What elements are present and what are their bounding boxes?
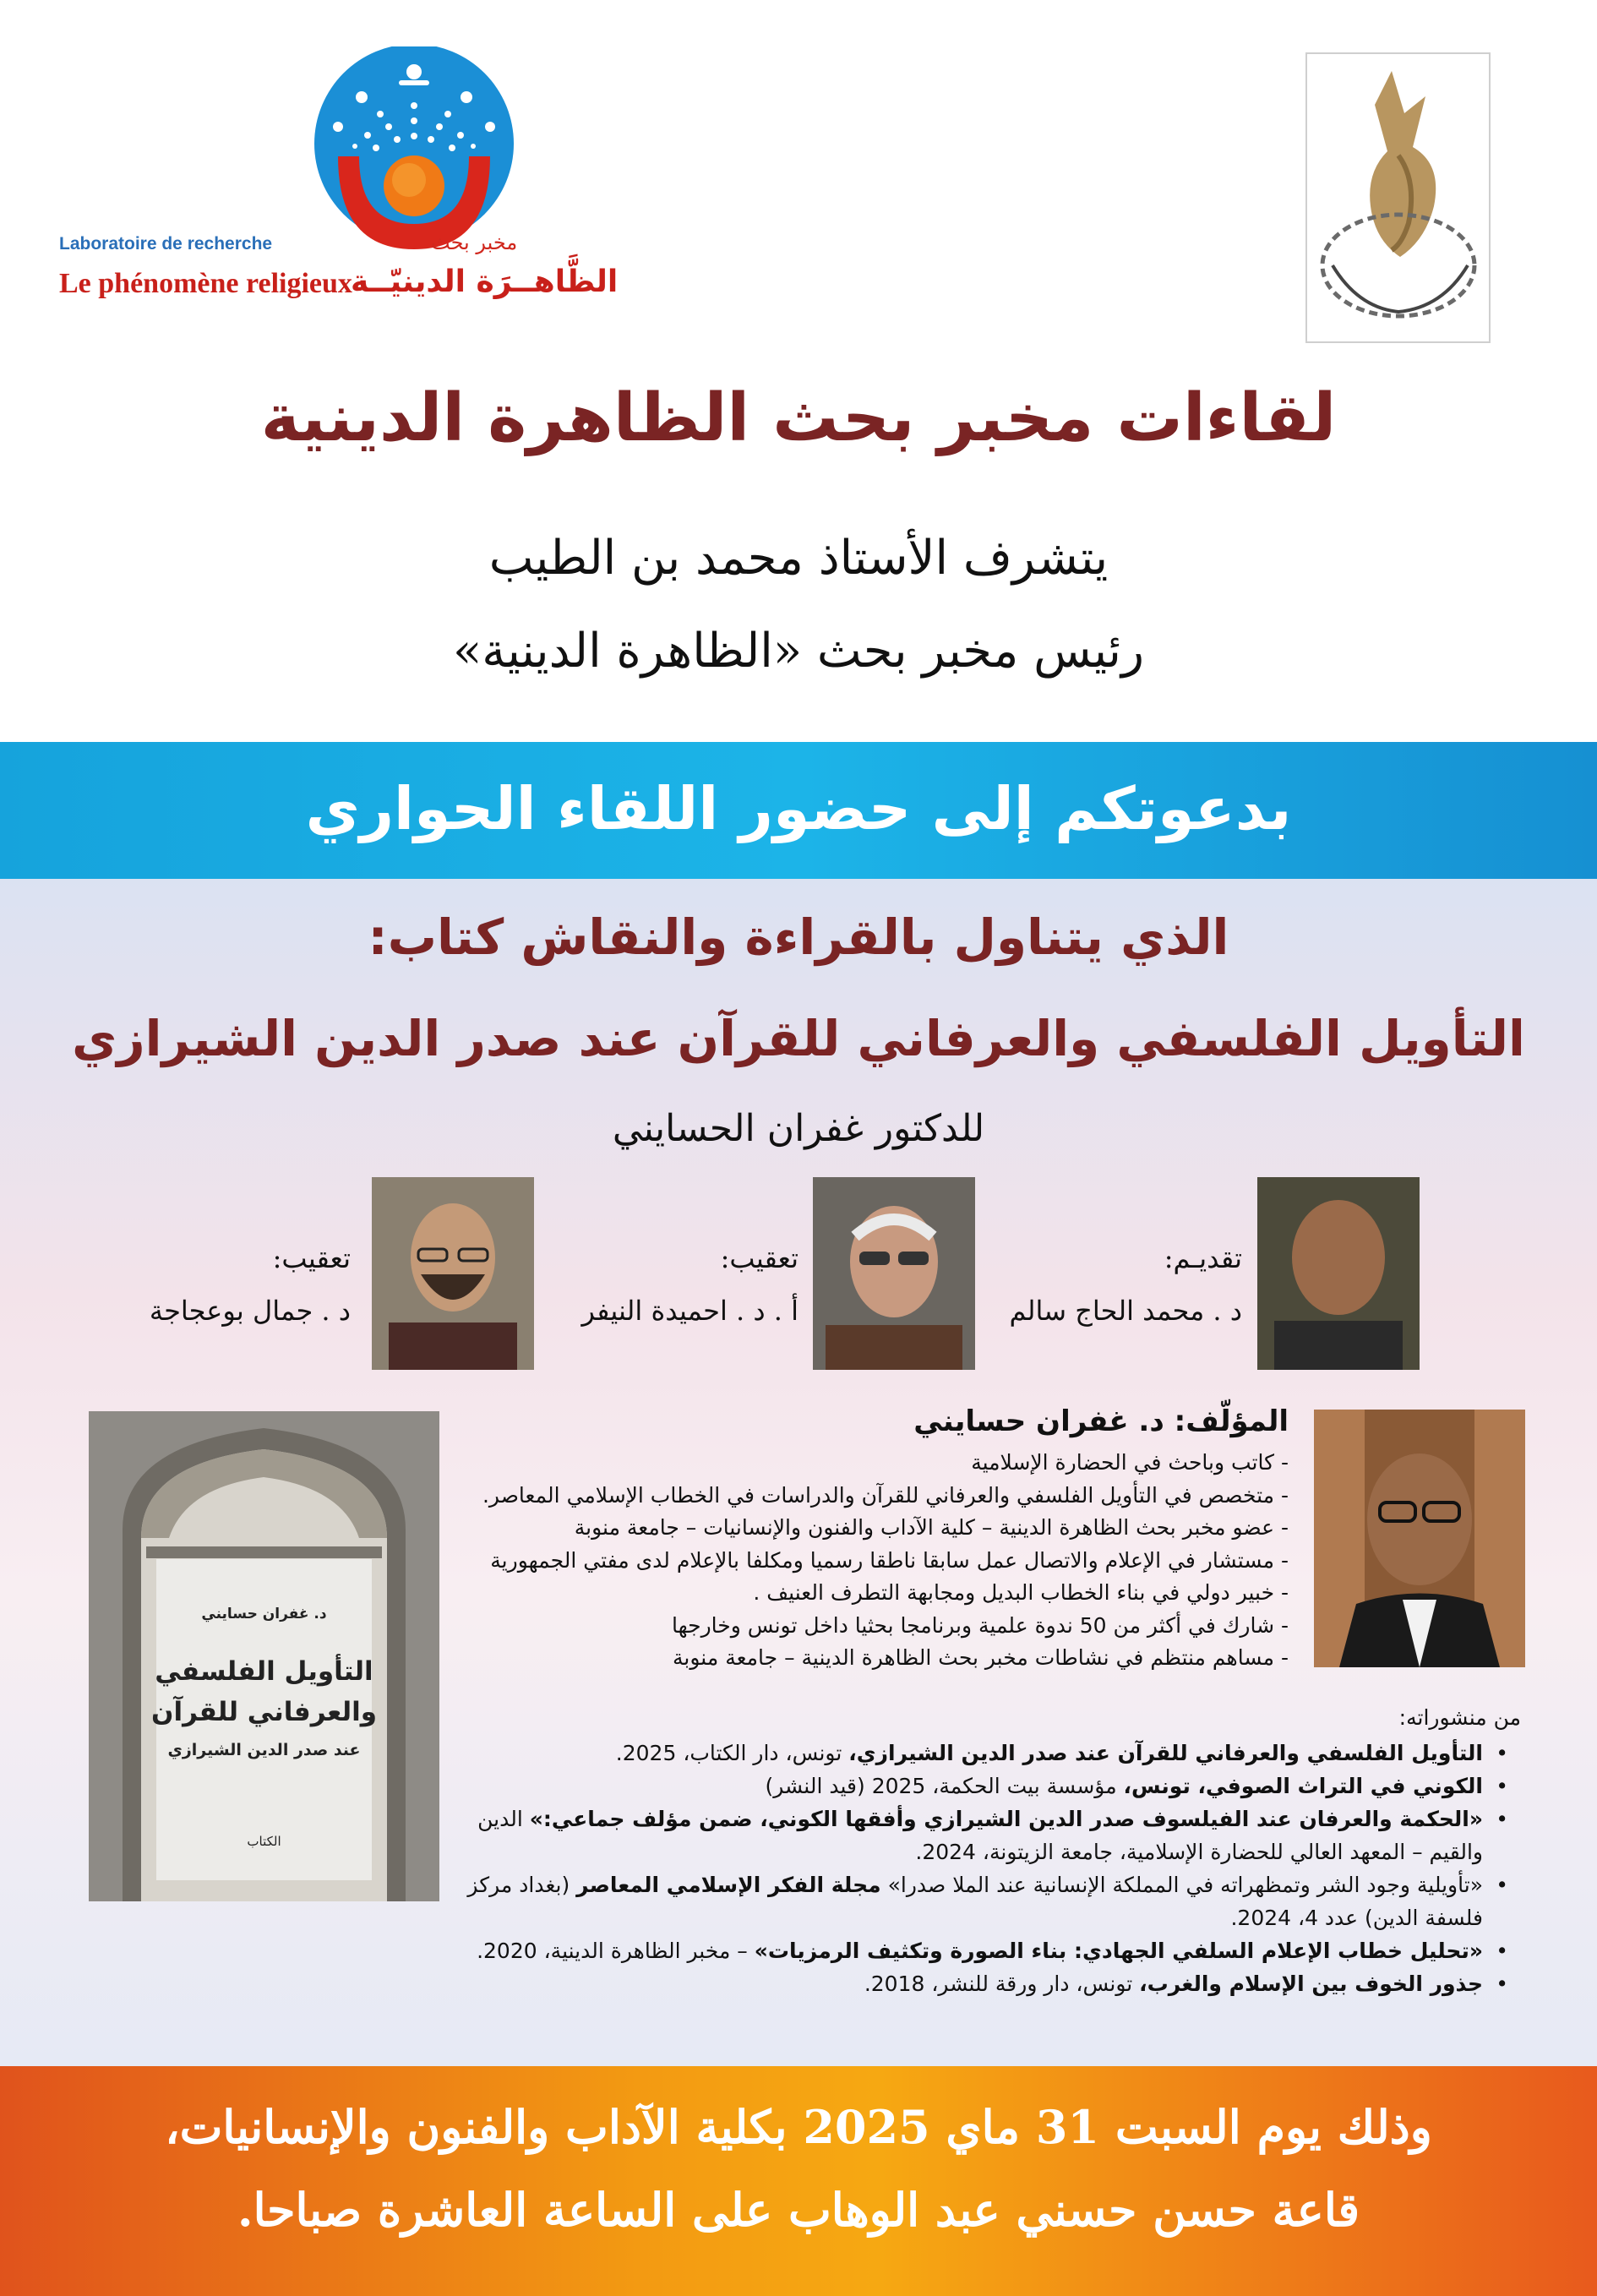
lab-name-ar: الظَّاهــرَة الدينيّــة: [351, 265, 619, 299]
cover-title-line: والعرفاني للقرآن: [150, 1697, 378, 1727]
participant-role: تعقيب:: [272, 1242, 351, 1274]
publications-heading: من منشوراته:: [1398, 1705, 1521, 1730]
author-photo: [1314, 1410, 1525, 1667]
participant-role: تعقيب:: [720, 1242, 798, 1274]
publication-item: • «تحليل خطاب الإعلام السلفي الجهادي: بناء الصورة وتكثيف الرمزيات» – مخبر الظاهرة الدينية، 2020.: [477, 1939, 1508, 1963]
bio-item: - متخصص في التأويل الفلسفي والعرفاني للقرآن والدراسات في الخطاب الإسلامي المعاصر.: [482, 1482, 1289, 1508]
lab-label-fr-small: Laboratoire de recherche: [59, 234, 273, 254]
event-band: [0, 2066, 1597, 2296]
cover-subtitle: عند صدر الدين الشيرازي: [167, 1741, 361, 1759]
host-line-1: يتشرف الأستاذ محمد بن الطيب: [488, 531, 1109, 586]
event-date-line: وذلك يوم السبت 31 ماي 2025 بكلية الآداب والفنون والإنسانيات،: [165, 2100, 1432, 2154]
host-line-2: رئيس مخبر بحث «الظاهرة الدينية»: [452, 624, 1145, 679]
author-bio-heading: المؤلّف: د. غفران حسايني: [913, 1404, 1289, 1438]
lab-emblem-icon: [304, 46, 524, 258]
publications-list: [456, 1737, 1517, 2000]
publication-item: • «الحكمة والعرفان عند الفيلسوف صدر الدين الشيرازي وأفقها الكوني، ضمن مؤلف جماعي:» الدين والقيم – المعهد العالي للحضارة الإسلامية، جامعة الزيتونة، 2024.: [477, 1807, 1508, 1864]
publication-item: • الكوني في التراث الصوفي، تونس، مؤسسة بيت الحكمة، 2025 (قيد النشر): [765, 1774, 1508, 1798]
book-title: التأويل الفلسفي والعرفاني للقرآن عند صدر الدين الشيرازي: [72, 1010, 1525, 1067]
participant-photo: [813, 1177, 975, 1370]
lab-name-fr: Le phénomène religieux: [59, 268, 352, 299]
bio-item: - كاتب وباحث في الحضارة الإسلامية: [971, 1450, 1289, 1475]
faculty-logo-icon: [1305, 52, 1491, 343]
lab-logo: [59, 46, 651, 317]
author-bio-list: [456, 1447, 1289, 1675]
invitation-band: [0, 742, 1597, 879]
publication-item: • «تأويلية وجود الشر وتمظهراته في المملكة الإنسانية عند الملا صدرا» مجلة الفكر الإسلامي المعاصر (بغداد مركز فلسفة الدين) عدد 4، 2024.: [467, 1873, 1508, 1930]
publication-item: • جذور الخوف بين الإسلام والغرب، تونس، دار ورقة للنشر، 2018.: [864, 1972, 1508, 1996]
book-intro: الذي يتناول بالقراءة والنقاش كتاب:: [368, 908, 1229, 966]
participant-name: أ . د . احميدة النيفر: [581, 1295, 798, 1327]
participant-photo: [372, 1177, 534, 1370]
book-cover-image: [89, 1411, 439, 1901]
cover-author: د. غفران حسايني: [201, 1606, 327, 1622]
invitation-text: بدعوتكم إلى حضور اللقاء الحواري: [305, 774, 1292, 843]
bio-item: - مستشار في الإعلام والاتصال عمل سابقا ناطقا رسميا ومكلفا بالإعلام لدى مفتي الجمهورية: [490, 1547, 1289, 1573]
participant-photo: [1257, 1177, 1420, 1370]
participant-role: تقديـم:: [1164, 1242, 1242, 1274]
participant-name: د . محمد الحاج سالم: [1009, 1295, 1242, 1327]
bio-item: - خبير دولي في بناء الخطاب البديل ومجابهة التطرف العنيف .: [753, 1580, 1289, 1605]
book-author: للدكتور غفران الحسايني: [612, 1107, 985, 1150]
lab-label-ar-small: مخبر بحث: [431, 231, 518, 254]
participant-name: د . جمال بوعجاجة: [149, 1295, 351, 1327]
publication-item: • التأويل الفلسفي والعرفاني للقرآن عند صدر الدين الشيرازي، تونس، دار الكتاب، 2025.: [615, 1741, 1508, 1765]
bio-item: - مساهم منتظم في نشاطات مخبر بحث الظاهرة الدينية – جامعة منوبة: [673, 1645, 1289, 1670]
event-venue-line: قاعة حسن حسني عبد الوهاب على الساعة العاشرة صباحا.: [237, 2183, 1360, 2237]
cover-title-line: التأويل الفلسفي: [155, 1656, 373, 1687]
bio-item: - عضو مخبر بحث الظاهرة الدينية – كلية الآداب والفنون والإنسانيات – جامعة منوبة: [574, 1515, 1289, 1540]
page-title: لقاءات مخبر بحث الظاهرة الدينية: [260, 380, 1337, 456]
bio-item: - شارك في أكثر من 50 ندوة علمية وبرنامجا بحثيا داخل تونس وخارجها: [671, 1612, 1289, 1638]
cover-publisher: الكتاب: [247, 1834, 281, 1849]
